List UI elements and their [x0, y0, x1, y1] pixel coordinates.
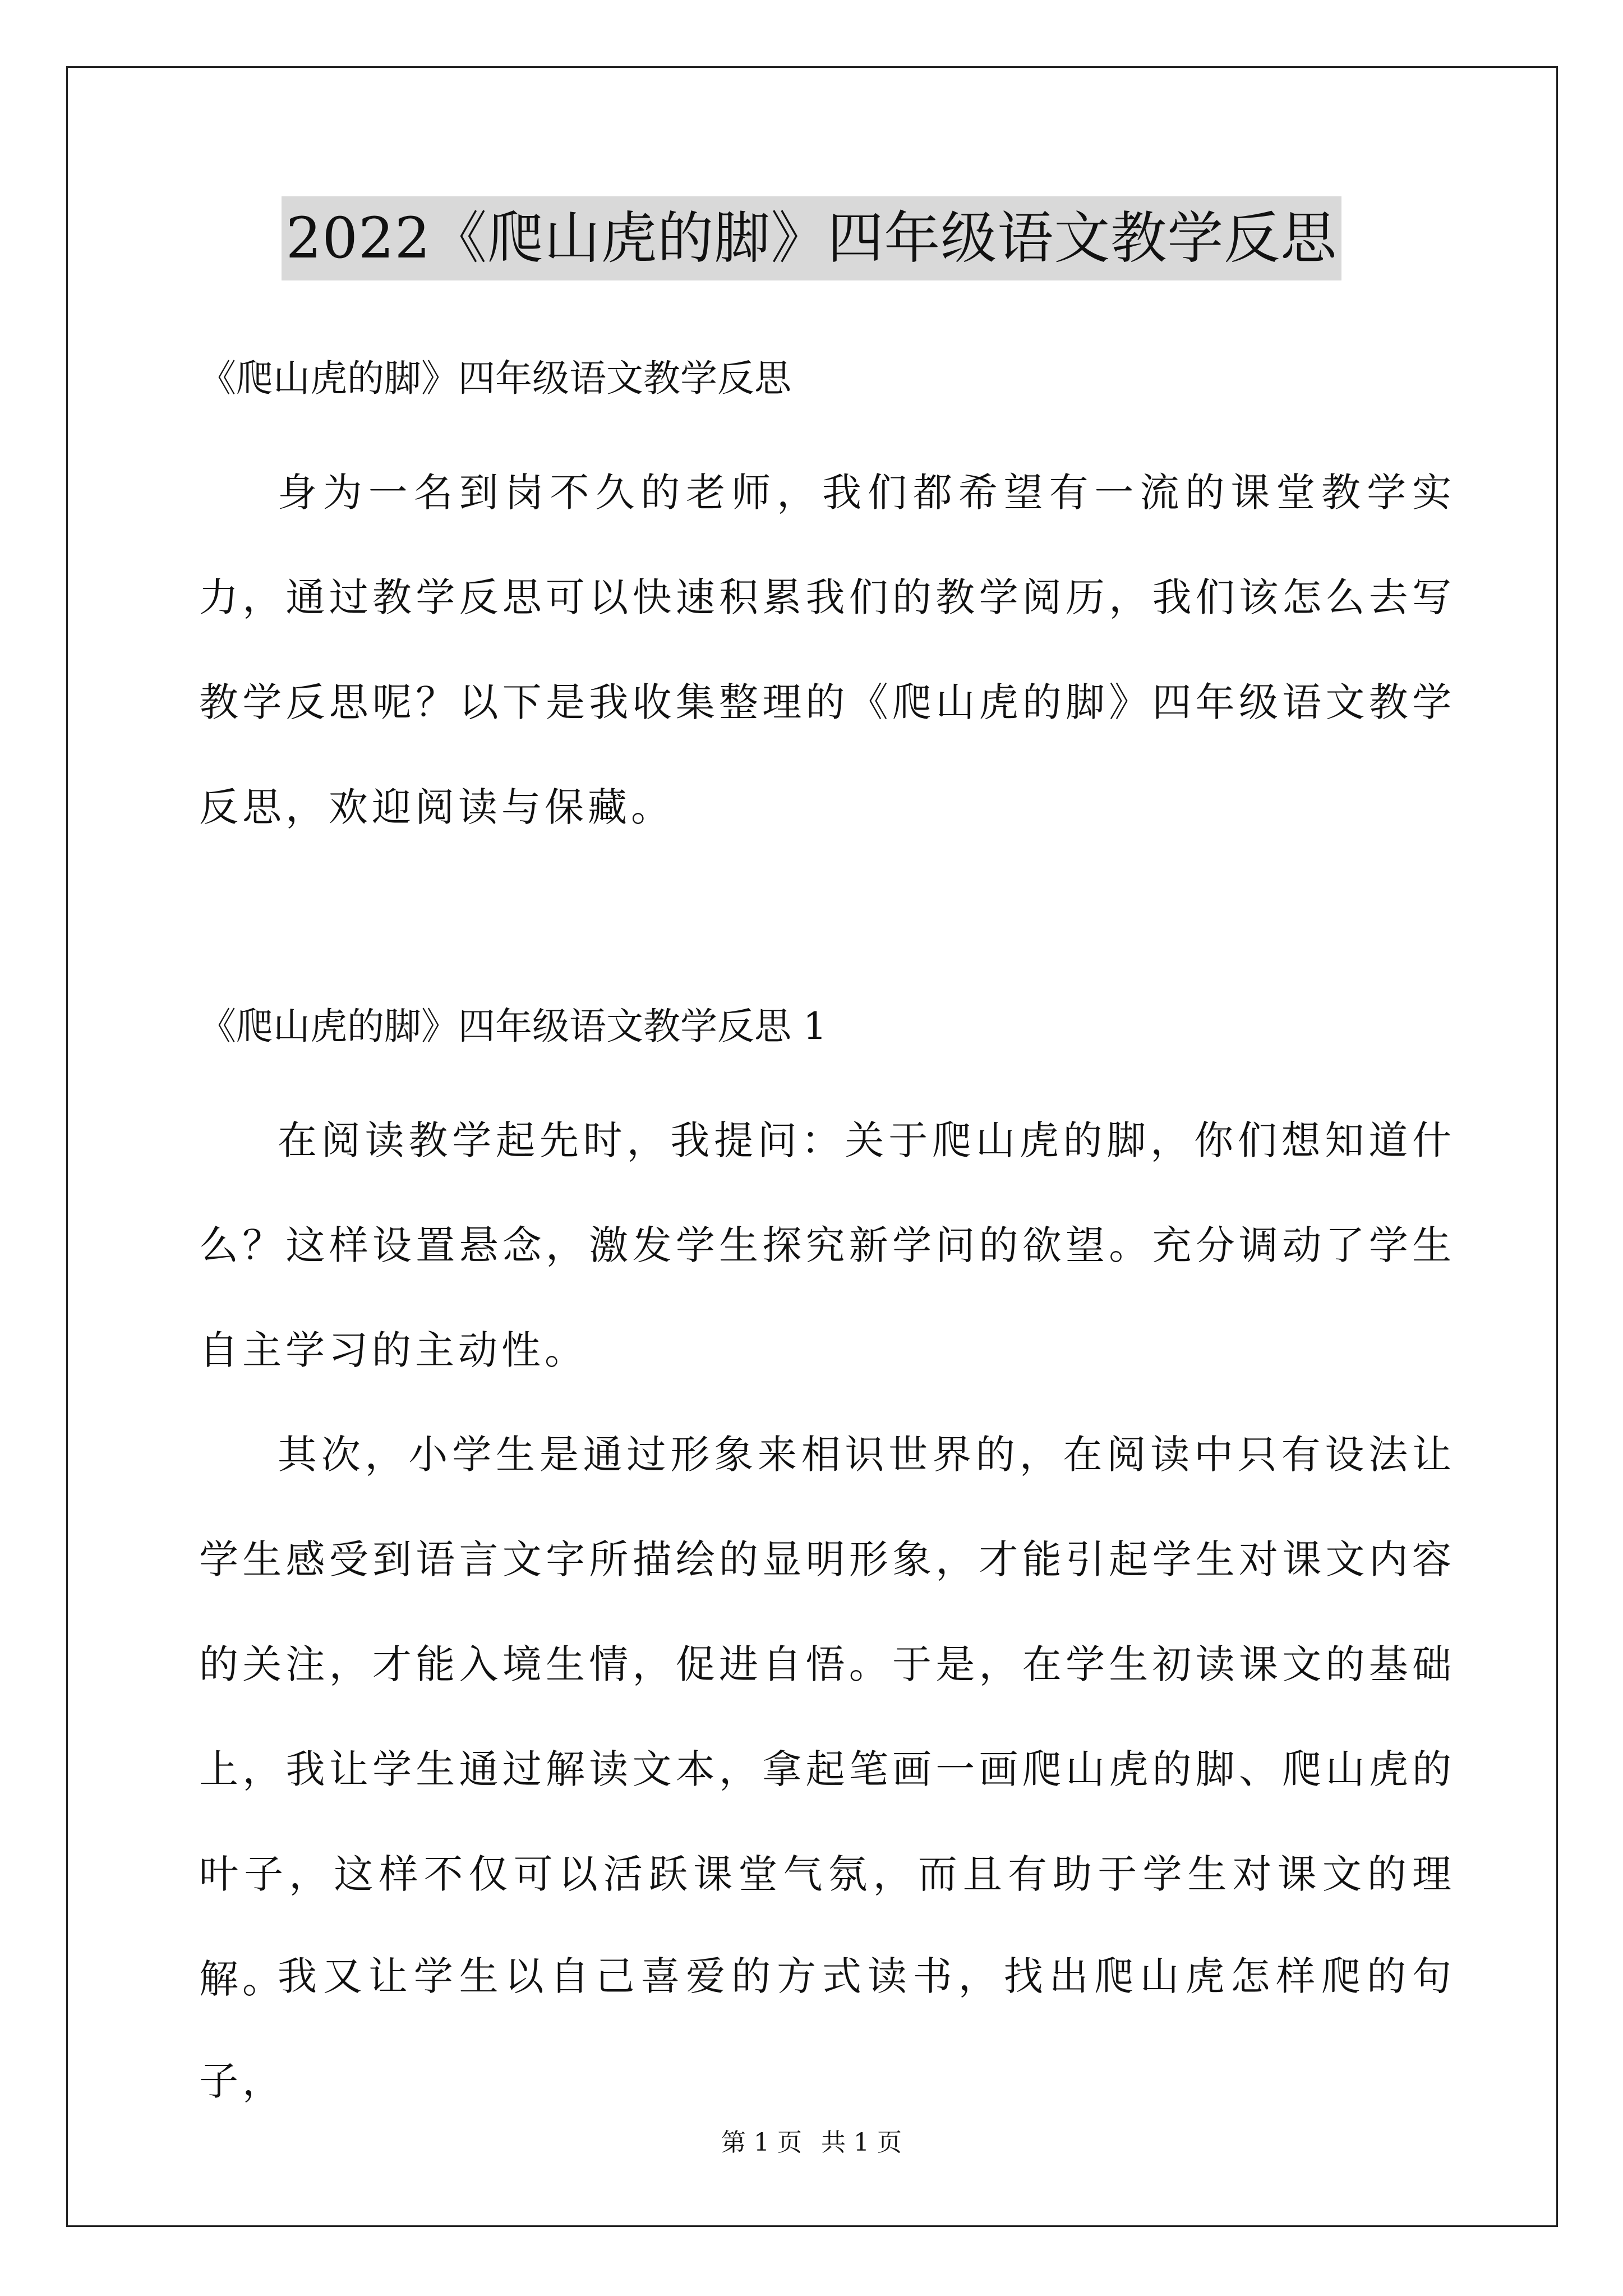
paragraph-3: 我又让学生以自己喜爱的方式读书，找出爬山虎怎样爬的句子， [199, 1953, 1455, 2104]
intro-paragraph: 身为一名到岗不久的老师，我们都希望有一流的课堂教学实力，通过教学反思可以快速积累我们的教学阅历，我们该怎么去写教学反思呢？以下是我收集整理的《爬山虎的脚》四年级语文教学反思，欢迎阅读与保藏。 [199, 470, 1455, 830]
paragraph-1: 在阅读教学起先时，我提问：关于爬山虎的脚，你们想知道什么？这样设置悬念，激发学生探究新学问的欲望。充分调动了学生自主学习的主动性。 [199, 1117, 1455, 1373]
page-total: 共 1 页 [821, 2128, 902, 2157]
document-title: 2022《爬山虎的脚》四年级语文教学反思 [282, 196, 1342, 280]
section-1-heading: 《爬山虎的脚》四年级语文教学反思 1 [199, 1005, 827, 1048]
title-block [0, 196, 1623, 280]
page-number: 第 1 页 [721, 2128, 802, 2157]
paragraph-2: 其次，小学生是通过形象来相识世界的，在阅读中只有设法让学生感受到语言文字所描绘的显明形象，才能引起学生对课文内容的关注，才能入境生情，促进自悟。于是，在学生初读课文的基础上，我让学生通过解读文本，拿起笔画一画爬山虎的脚、爬山虎的叶子，这样不仅可以活跃课堂气氛，而且有助于学生对课文的理解。 [199, 1432, 1455, 2002]
page-footer [0, 2126, 1623, 2160]
document-subheading: 《爬山虎的脚》四年级语文教学反思 [199, 357, 791, 400]
